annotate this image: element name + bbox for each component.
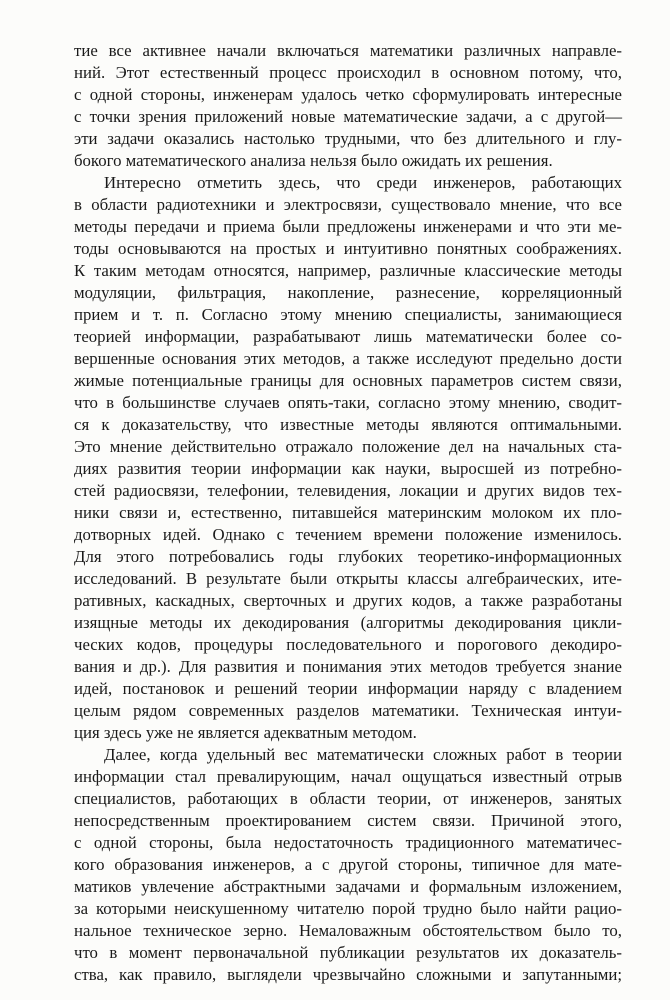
text-line: целым рядом современных разделов математики. Техническая интуи- <box>74 701 622 720</box>
text-line: в области радиотехники и электросвязи, существовало мнение, что все <box>74 195 622 214</box>
text-line: специалистов, работающих в области теории, от инженеров, занятых <box>74 789 622 808</box>
text-line: кого образования инженеров, а с другой стороны, типичное для мате- <box>74 855 622 874</box>
text-line: исследований. В результате были открыты классы алгебраических, ите- <box>74 569 622 588</box>
text-line: Интересно отметить здесь, что среди инженеров, работающих <box>104 173 622 192</box>
text-line: модуляции, фильтрация, накопление, разнесение, корреляционный <box>74 283 622 302</box>
text-line: ся к доказательству, что известные методы являются оптимальными. <box>74 415 622 434</box>
text-line: за которыми неискушенному читателю порой трудно было найти рацио- <box>74 899 622 918</box>
text-line: эти задачи оказались настолько трудными, что без длительного и глу- <box>74 129 622 148</box>
text-line: ники связи и, естественно, питавшейся материнским молоком их пло- <box>74 503 622 522</box>
text-line: нальное техническое зерно. Немаловажным обстоятельством было то, <box>74 921 622 940</box>
text-line: непосредственным проектированием систем связи. Причиной этого, <box>74 811 622 830</box>
text-line: стей радиосвязи, телефонии, телевидения, локации и других видов тех- <box>74 481 622 500</box>
text-line: вершенные основания этих методов, а также исследуют предельно дости <box>74 349 622 368</box>
text-line: изящные методы их декодирования (алгоритмы декодирования цикли- <box>74 613 622 632</box>
text-line: с одной стороны, была недостаточность традиционного математичес- <box>74 833 622 852</box>
text-line: что в большинстве случаев опять-таки, согласно этому мнению, сводит- <box>74 393 622 412</box>
text-line: Далее, когда удельный вес математически сложных работ в теории <box>104 745 622 764</box>
text-line: что в момент первоначальной публикации результатов их доказатель- <box>74 943 622 962</box>
text-line: К таким методам относятся, например, различные классические методы <box>74 261 622 280</box>
text-line: с точки зрения приложений новые математические задачи, а с другой— <box>74 107 622 126</box>
text-line: идей, постановок и решений теории информации наряду с владением <box>74 679 622 698</box>
text-line: бокого математического анализа нельзя было ожидать их решения. <box>74 151 553 170</box>
text-line: ческих кодов, процедуры последовательного и порогового декодиро- <box>74 635 622 654</box>
text-line: методы передачи и приема были предложены инженерами и что эти ме- <box>74 217 622 236</box>
text-line: дотворных идей. Однако с течением времени положение изменилось. <box>74 525 622 544</box>
text-line: Это мнение действительно отражало положение дел на начальных ста- <box>74 437 622 456</box>
text-line: ция здесь уже не является адекватным методом. <box>74 723 417 742</box>
text-line: ративных, каскадных, сверточных и других кодов, а также разработаны <box>74 591 622 610</box>
text-line: диях развития теории информации как науки, выросшей из потребно- <box>74 459 622 478</box>
text-line: ний. Этот естественный процесс происходил в основном потому, что, <box>74 63 622 82</box>
text-line: информации стал превалирующим, начал ощущаться известный отрыв <box>74 767 622 786</box>
text-line: ства, как правило, выглядели чрезвычайно сложными и запутанными; <box>74 965 622 984</box>
text-line: жимые потенциальные границы для основных параметров систем связи, <box>74 371 622 390</box>
text-line: матиков увлечение абстрактными задачами и формальным изложением, <box>74 877 622 896</box>
text-line: тие все активнее начали включаться математики различных направле- <box>74 41 622 60</box>
text-line: вания и др.). Для развития и понимания этих методов требуется знание <box>74 657 622 676</box>
text-line: теорией информации, разрабатывают лишь математически более со- <box>74 327 622 346</box>
text-line: прием и т. п. Согласно этому мнению специалисты, занимающиеся <box>74 305 622 324</box>
text-line: с одной стороны, инженерам удалось четко сформулировать интересные <box>74 85 622 104</box>
text-line: Для этого потребовались годы глубоких теоретико-информационных <box>74 547 622 566</box>
text-line: тоды основываются на простых и интуитивно понятных соображениях. <box>74 239 622 258</box>
